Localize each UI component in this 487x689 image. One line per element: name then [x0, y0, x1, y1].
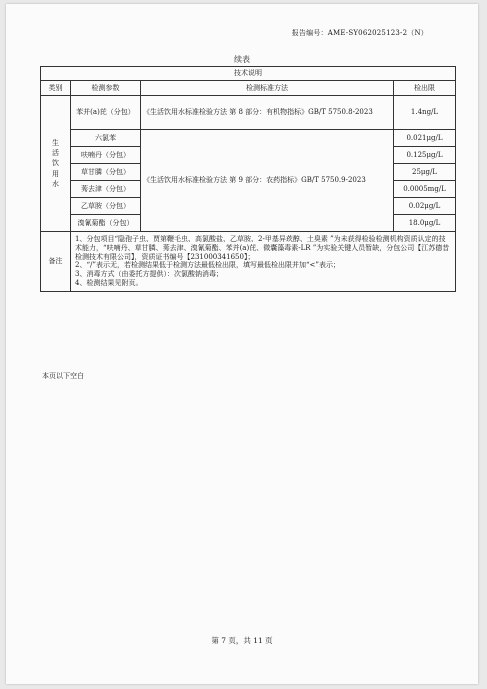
param-cell: 乙草胺（分包） [71, 198, 141, 215]
report-number: 报告编号：AME-SY062025123-2（N） [291, 29, 428, 37]
limit-cell: 25μg/L [394, 164, 456, 181]
header-param: 检测参数 [71, 81, 141, 96]
limit-cell: 0.021μg/L [394, 130, 456, 147]
param-cell: 呋喃丹（分包） [71, 147, 141, 164]
header-method: 检测标准方法 [141, 81, 394, 96]
param-cell: 溴氰菊酯（分包） [71, 215, 141, 232]
header-limit: 检出限 [394, 81, 456, 96]
limit-cell: 1.4ng/L [394, 96, 456, 130]
limit-cell: 0.02μg/L [394, 198, 456, 215]
category-char: 用 [52, 169, 59, 178]
technical-table [40, 66, 456, 292]
note-item: 2、“/”表示无，若检测结果低于检测方法最低检出限，填写最低检出限并加“<”表示； [75, 261, 340, 270]
page-number: 第 7 页，共 11 页 [211, 636, 273, 645]
category-char: 水 [52, 179, 59, 188]
category-char: 饮 [52, 159, 59, 168]
limit-cell: 0.0005mg/L [394, 181, 456, 198]
blank-below-note: 本页以下空白 [42, 372, 84, 380]
table-row [41, 96, 456, 130]
table-row [41, 130, 456, 147]
limit-cell: 18.0μg/L [394, 215, 456, 232]
note-item: 1、分包项目“隐孢子虫、贾第鞭毛虫、高氯酸盐、乙草胺、2-甲基异莰醇、土臭素 ”为未获得检验检测机构资质认定的技术能力，“呋喃丹、草甘膦、莠去津、溴氰菊酯、苯并(a)芘、微囊藻毒素-LR ”为实验关键人员暂缺，分包公司【江苏德昔检测技术有限公司】，资质证书编号【231000341650】； [75, 235, 450, 261]
notes-label: 备注 [41, 232, 71, 292]
category-cell [41, 96, 71, 232]
category-char: 活 [52, 149, 59, 158]
param-cell: 六氯苯 [71, 130, 141, 147]
note-item: 4、检测结果见附页。 [75, 278, 143, 287]
param-cell: 莠去津（分包） [71, 181, 141, 198]
limit-cell: 0.125μg/L [394, 147, 456, 164]
method-cell: 《生活饮用水标准检验方法 第 9 部分：农药指标》GB/T 5750.9-2023 [141, 130, 394, 232]
report-page [6, 4, 478, 684]
table-header-row [41, 81, 456, 96]
param-cell: 苯并(a)芘（分包） [71, 96, 141, 130]
param-cell: 草甘膦（分包） [71, 164, 141, 181]
category-char: 生 [52, 139, 59, 148]
notes-row [41, 232, 456, 292]
section-title: 技术说明 [41, 67, 456, 81]
header-category: 类别 [41, 81, 71, 96]
note-item: 3、消毒方式（由委托方提供）：次氯酸钠消毒； [75, 270, 223, 278]
method-cell: 《生活饮用水标准检验方法 第 8 部分：有机物指标》GB/T 5750.8-2023 [141, 96, 394, 130]
continued-label: 续表 [234, 55, 250, 64]
notes-cell [71, 232, 456, 292]
